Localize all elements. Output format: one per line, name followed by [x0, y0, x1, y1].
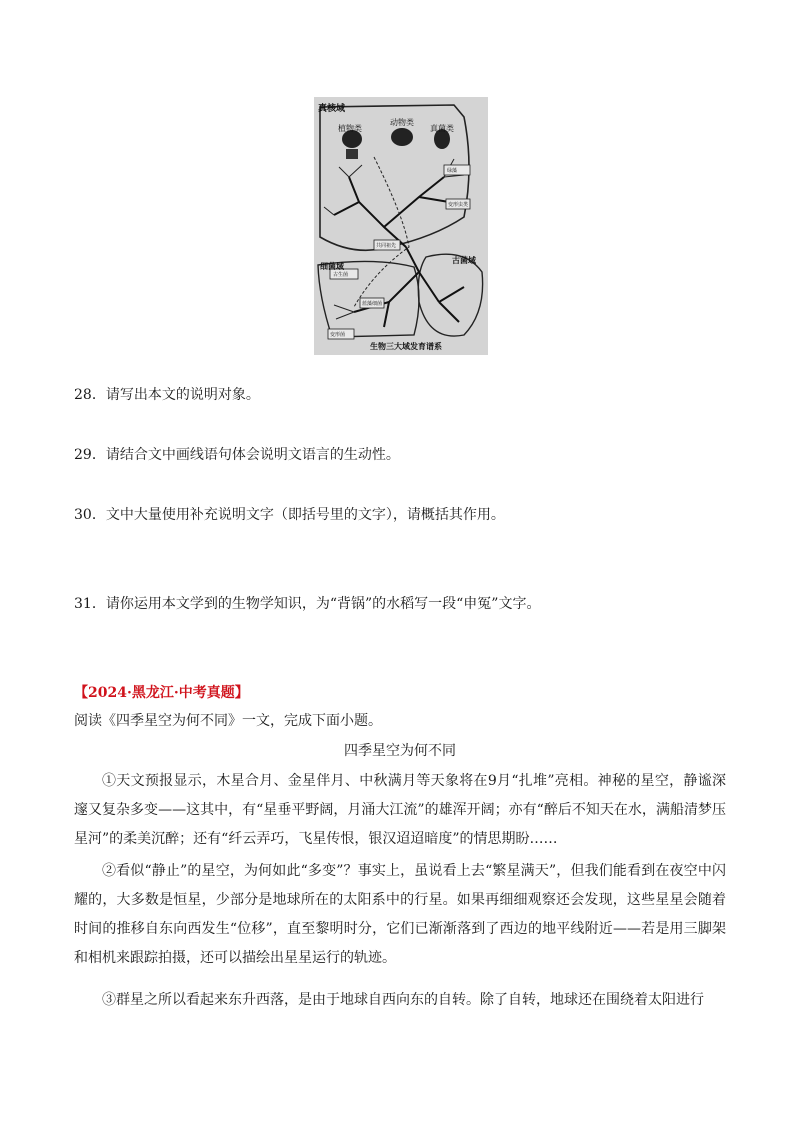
label-eukaryote-domain: 真核域 — [318, 104, 346, 114]
label-bacteria-domain: 细菌域 — [320, 262, 344, 271]
phylogeny-figure — [314, 97, 488, 355]
question-30 — [74, 505, 505, 525]
label-animals: 动物类 — [390, 118, 414, 127]
node-e2: 古生菌 — [333, 272, 349, 278]
label-fungi: 真菌类 — [430, 124, 454, 133]
label-plants: 植物类 — [338, 124, 362, 133]
article-paragraph-2: ②看似“静止”的星空，为何如此“多变”？事实上，虽说看上去“繁星满天”，但我们能看到在夜空中闪耀的，大多数是恒星，少部分是地球所在的太阳系中的行星。如果再细细观察还会发现，这些星星会随着时间的推移自东向西发生“位移”，直至黎明时分，它们已渐渐落到了西边的地平线附近——若是用三脚架和相机来跟踪拍摄，还可以描绘出星星运行的轨迹。 — [74, 863, 726, 966]
node-b2: 变形菌 — [330, 332, 346, 338]
article-title: 四季星空为何不同 — [344, 743, 456, 759]
question-text: 请写出本文的说明对象。 — [105, 387, 260, 403]
question-number: 30． — [74, 507, 106, 523]
question-text: 请结合文中画线语句体会说明文语言的生动性。 — [105, 447, 400, 463]
node-b1: 蓝藻细菌 — [362, 301, 383, 307]
figure-caption: 生物三大域发育谱系 — [370, 342, 442, 351]
node-common-ancestor: 共同祖先 — [376, 243, 397, 249]
label-archaea-domain: 古菌域 — [452, 256, 476, 265]
node-e1: 变形虫类 — [448, 202, 469, 208]
question-31 — [74, 594, 540, 614]
question-text: 文中大量使用补充说明文字（即括号里的文字），请概括其作用。 — [105, 507, 505, 523]
question-number: 28． — [74, 387, 106, 403]
exam-source-tag: 【2024·黑龙江·中考真题】 — [74, 685, 249, 701]
question-number: 31． — [74, 596, 106, 612]
reading-instruction: 阅读《四季星空为何不同》一文，完成下面小题。 — [74, 713, 382, 729]
phylogeny-diagram — [314, 97, 488, 355]
question-28 — [74, 385, 260, 405]
question-number: 29． — [74, 447, 106, 463]
question-text: 请你运用本文学到的生物学知识，为“背锅”的水稻写一段“申冤”文字。 — [105, 596, 541, 612]
node-b3: 绿藻 — [447, 168, 458, 174]
question-29 — [74, 445, 400, 465]
article-paragraph-1: ①天文预报显示，木星合月、金星伴月、中秋满月等天象将在9月“扎堆”亮相。神秘的星空，静谧深邃又复杂多变——这其中，有“星垂平野阔，月涌大江流”的雄浑开阔；亦有“醉后不知天在水，满船清梦压星河”的柔美沉醉；还有“纤云弄巧，飞星传恨，银汉迢迢暗度”的情思期盼…… — [74, 773, 726, 847]
article-paragraph-3: ③群星之所以看起来东升西落，是由于地球自西向东的自转。除了自转，地球还在围绕着太阳进行 — [102, 992, 704, 1008]
